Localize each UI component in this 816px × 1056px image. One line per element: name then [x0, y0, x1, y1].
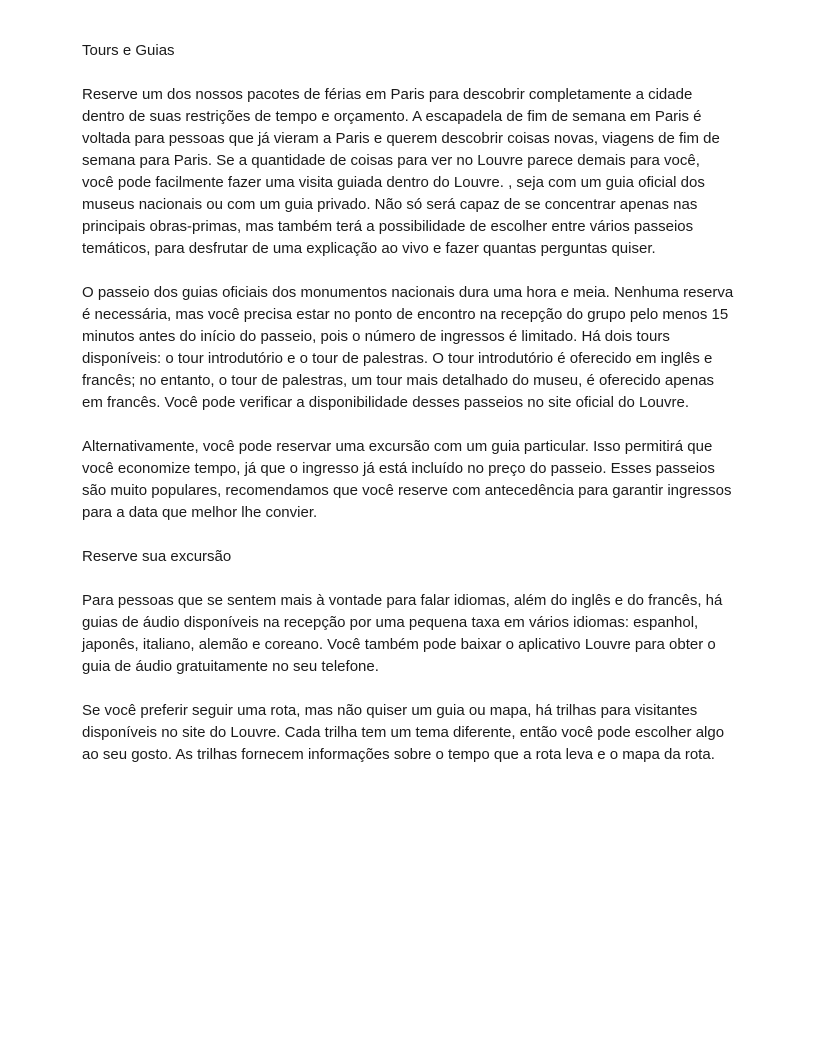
paragraph-private-guide: Alternativamente, você pode reservar uma excursão com um guia particular. Isso permitirá que você economize tempo, já que o ingresso já está incluído no preço do passeio. Esses passeios são muito populares, recomendamos que você reserve com antecedência para garantir ingressos para a data que melhor lhe convier.: [82, 438, 732, 521]
paragraph-audio-guides: Para pessoas que se sentem mais à vontade para falar idiomas, além do inglês e do francês, há guias de áudio disponíveis na recepção por uma pequena taxa em vários idiomas: espanhol, japonês, italiano, alemão e coreano. Você também pode baixar o aplicativo Louvre para obter o guia de áudio gratuitamente no seu telefone.: [82, 592, 723, 675]
paragraph-visitor-trails: Se você preferir seguir uma rota, mas não quiser um guia ou mapa, há trilhas para visitantes disponíveis no site do Louvre. Cada trilha tem um tema diferente, então você pode escolher algo ao seu gosto. As trilhas fornecem informações sobre o tempo que a rota leva e o mapa da rota.: [82, 702, 725, 763]
document-title: Tours e Guias: [82, 42, 175, 59]
paragraph-official-guides-tour: O passeio dos guias oficiais dos monumentos nacionais dura uma hora e meia. Nenhuma reserva é necessária, mas você precisa estar no ponto de encontro na recepção do grupo pelo menos 15 minutos antes do início do passeio, pois o número de ingressos é limitado. Há dois tours disponíveis: o tour introdutório e o tour de palestras. O tour introdutório é oferecido em inglês e francês; no entanto, o tour de palestras, um tour mais detalhado do museu, é oferecido apenas em francês. Você pode verificar a disponibilidade desses passeios no site oficial do Louvre.: [82, 284, 734, 411]
subheading-book-your-tour: Reserve sua excursão: [82, 548, 232, 565]
paragraph-intro-packages: Reserve um dos nossos pacotes de férias em Paris para descobrir completamente a cidade dentro de suas restrições de tempo e orçamento. A escapadela de fim de semana em Paris é voltada para pessoas que já vieram a Paris e querem descobrir coisas novas, viagens de fim de semana para Paris. Se a quantidade de coisas para ver no Louvre parece demais para você, você pode facilmente fazer uma visita guiada dentro do Louvre. , seja com um guia oficial dos museus nacionais ou com um guia privado. Não só será capaz de se concentrar apenas nas principais obras-primas, mas também terá a possibilidade de escolher entre vários passeios temáticos, para desfrutar de uma explicação ao vivo e fazer quantas perguntas quiser.: [82, 86, 720, 257]
